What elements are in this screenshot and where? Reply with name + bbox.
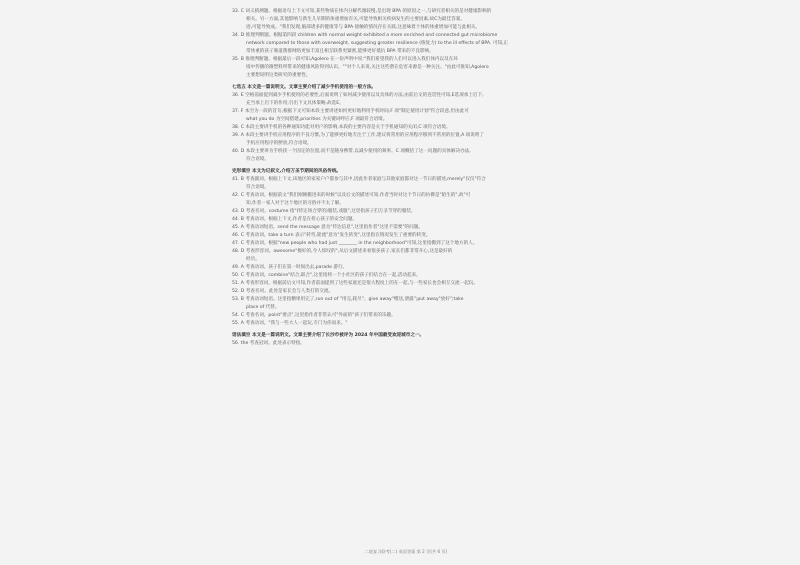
answer-line: 充当承上启下的作用,引出下文具体策略,故选E。 — [246, 101, 344, 106]
answer-line: 45. A 考查动词短语。send the message 意为"传达信息",这里指作者"这里不需要"的问题。 — [232, 225, 423, 230]
page-footer: 二轮复习联考(二) 英语答案 第 2 页(共 6 页) — [364, 549, 448, 554]
answer-line: 经历。 — [246, 257, 260, 262]
answer-line: 50. C 考查动词。combine"结合,联合",这里指将一个小社区的孩子们结合在一起,活动起来。 — [232, 273, 421, 278]
section-heading: 完形填空 本文为记叙文,介绍万圣节期间的风俗传统。 — [232, 169, 342, 174]
answer-line: 40. D 本段主要讲为手机找一个固定的位置,而不是随身携带,以减少使用的频率。C 项概括了这一问题的具体解决办法, — [232, 149, 471, 154]
section-heading: 语法填空 本文是一篇说明文。文章主要介绍了长沙市被评为 2024 年中国最受欢迎城市之一。 — [232, 333, 425, 338]
section-heading: 七选五 本文是一篇说明文。文章主要介绍了减少手机使用的一般方法。 — [232, 85, 377, 90]
answer-line: 常体重的孩子肠道菌群网络更加丰富且相互联系更紧密,能够更好抵抗 BPA 带来的不良影响。 — [246, 49, 434, 54]
answer-line: 43. D 考查名词。costume 指"(特定场合穿的)服装,戏服",这里指孩子们万圣节穿的服装。 — [232, 209, 416, 214]
answer-line: 53. B 考查动词短语。这里指糖果用完了,run out of "用完,耗尽"。give away"赠送,泄露";put away"放好";take — [232, 297, 464, 302]
answer-line: 37. F 本空为一段的首句,根据下文可知本段主要讲述如何更好地利用手机时间,F 项"制定使用计划"符合段意,但由此可 — [232, 109, 469, 114]
answer-line: 51. A 考查形容词。根据前后文可知,作者前面提到了这些家庭还是很大程度上的在一起,与一些家长也会相互交流一起玩。 — [232, 281, 478, 286]
answer-line: 36. E 空格前面提到减少手机使用的必要性,后面说明了如何减少使用以及具体的方法,由前后文的连贯性可知,E选项承上启下, — [232, 93, 484, 98]
answer-line: 35. B 推理判断题。根据最后一段可知,Agolero 在一份声明中说:"我们希望我的人们可以进入我们体内以及在环 — [232, 57, 458, 62]
answer-line: 56. the 考查冠词。此处表示特指。 — [232, 341, 305, 346]
answer-line: 52. D 考查名词。此处是家长会与人类打的交流。 — [232, 289, 334, 294]
answer-line: 33. C 词义猜测题。根据语句上下文可知,某些物质在体内分解代谢较慢,是出现 BPA 的原因之一,与研究者相关的是对健康影响的 — [232, 9, 492, 14]
answer-line: 41. B 考查副词。根据上下文,该地区的家家户户都参与其中,因此作者家庭与其他家庭都对这一节日的描述,merely"仅仅"符合 — [232, 177, 486, 182]
answer-line: 48. D 考查形容词。awesome"极好的,令人惊叹的",从后文描述来看很多孩子,家长们都非常开心,这是最好的 — [232, 249, 453, 254]
answer-line: 42. C 考查动词。根据前文"我们刚刚搬进来的时候"以及后文的描述可知,作者当时对这个节日的仿佛是"陌生的",故"可 — [232, 193, 471, 198]
answer-line: 主要想说明这类研究的重要性。 — [246, 73, 311, 78]
answer-line: place of 代替。 — [246, 305, 280, 310]
answer-line: 49. A 考查动词。孩子们在第一时间出去,parade 游行。 — [232, 265, 348, 270]
answer-line: what you do 为空间搭建,priorities 为关键词呼应,F 项最符合语境。 — [246, 117, 388, 122]
answer-line: 47. C 考查动词。根据"new people who had just ________ in the neighborhood"可知,这里指搬到了这个地方的人。 — [232, 241, 478, 246]
answer-line: 39. A 本段主要讲手机应用程序的不良习惯,为了能够更好地专注于工作,建议将常用的应用程序移到不常用的位置,A 项说明了 — [232, 133, 485, 138]
answer-line: 54. C 考查名词。point"要点",这里指作者非常认可"外面的"孩子们带来的乐趣。 — [232, 313, 396, 318]
answer-line: 44. B 考查动词。根据上下文,作者是在担心孩子的安全问题。 — [232, 217, 358, 222]
answer-line: network compared to those with overweight, suggesting greater resilience (恢复力) to the ill effects of BPA. 可知,正 — [246, 41, 509, 46]
answer-line: 55. A 考查动词。"我与一些大人一起玩,专门为你而来。" — [232, 321, 348, 326]
answer-line: 34. D 推理判断题。根据第四段 children with normal weight exhibited a more enriched and connected gut microbiome — [232, 33, 498, 38]
answer-line: 46. C 考查动词。take a turn 表示"转弯,轮流"意为"发生转变",这里指在情况发生了重要的转变。 — [232, 233, 431, 238]
answer-line: 迹,可能导致成。"我们发现,脑部诸多的健康等与 BPA 接触的情况存在关联,这意味着个体的体重增加可能与此相关。 — [246, 25, 481, 30]
answer-line: 境中传播的微塑料所带来的健康风险得到认识。""对个人来说,关注这些潜在危害来源是一种关注。"由此可推知,Agolero — [246, 65, 489, 70]
answer-line: 符合语境。 — [246, 185, 269, 190]
answer-line: 相关。另一方面,其他影响与新生儿早期的体重增加有关,可能导致相关疾病发生的主要因素,故C为最佳答案。 — [246, 17, 465, 22]
answer-line: 38. C 本段主要讲手机的各种通知功能对用户的影响,本段的主要内容是关于手机通知的关闭,C 项符合语境。 — [232, 125, 451, 130]
answer-key-sheet — [232, 8, 580, 553]
answer-line: 符合语境。 — [246, 157, 269, 162]
answer-line: 手机应用程序的摆放,符合语境。 — [246, 141, 312, 146]
answer-line: 知,作者一家人对于这个地区的习俗并不太了解。 — [246, 201, 344, 206]
